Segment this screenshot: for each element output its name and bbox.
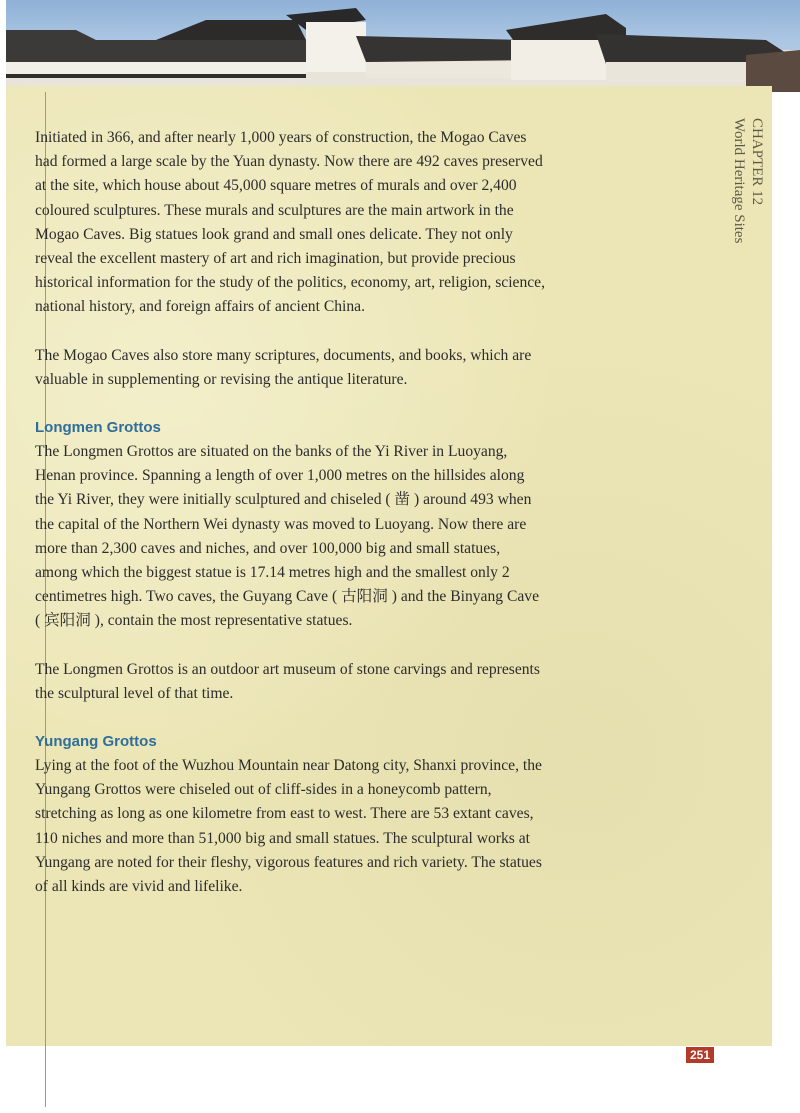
- heading-yungang: Yungang Grottos: [35, 733, 157, 751]
- paragraph-mogao-2: The Mogao Caves also store many scriptures, documents, and books, which are valuable in supplementing or revising the antique literature.: [35, 346, 532, 388]
- heading-longmen: Longmen Grottos: [35, 419, 161, 437]
- paragraph-longmen-1: The Longmen Grottos are situated on the banks of the Yi River in Luoyang, Henan province. Spanning a length of over 1,000 metres on the hillsides along the Yi River, they were initially sculptured and chiseled ( 凿 ) around 493 when the capital of the Northern Wei dynasty was moved to Luoyang. Now there are more than 2,300 caves and niches, and over 100,000 big and small statues, among which the biggest statue is 17.14 metres high and the smallest only 2 centimetres high. Two caves, the Guyang Cave ( 古阳洞 ) and the Binyang Cave ( 宾阳洞 ), contain the most representative statues.: [35, 443, 539, 630]
- chapter-number: CHAPTER 12: [749, 118, 765, 206]
- paragraph-mogao-1: Initiated in 366, and after nearly 1,000 years of construction, the Mogao Caves had formed a large scale by the Yuan dynasty. Now there are 492 caves preserved at the site, which house about 45,000 square metres of murals and over 2,400 coloured sculptures. These murals and sculptures are the main artwork in the Mogao Caves. Big statues look grand and small ones delicate. They not only reveal the excellent mastery of art and rich imagination, but provide precious historical information for the study of the politics, economy, art, religion, science, national history, and foreign affairs of ancient China.: [35, 129, 545, 316]
- header-photo-banner: [6, 0, 800, 92]
- paragraph-yungang: Lying at the foot of the Wuzhou Mountain near Datong city, Shanxi province, the Yungang Grottos were chiseled out of cliff-sides in a honeycomb pattern, stretching as long as one kilometre from east to west. There are 53 extant caves, 110 niches and more than 51,000 big and small statues. The sculptural works at Yungang are noted for their fleshy, vigorous features and rich variety. The statues of all kinds are vivid and lifelike.: [35, 757, 542, 896]
- chapter-title: World Heritage Sites: [731, 118, 747, 244]
- paragraph-longmen-2: The Longmen Grottos is an outdoor art museum of stone carvings and represents the sculptural level of that time.: [35, 660, 540, 702]
- chapter-label: [730, 118, 766, 243]
- page-number-badge: 251: [686, 1047, 714, 1063]
- article-body: [35, 126, 545, 899]
- rooftops-illustration: [6, 0, 800, 92]
